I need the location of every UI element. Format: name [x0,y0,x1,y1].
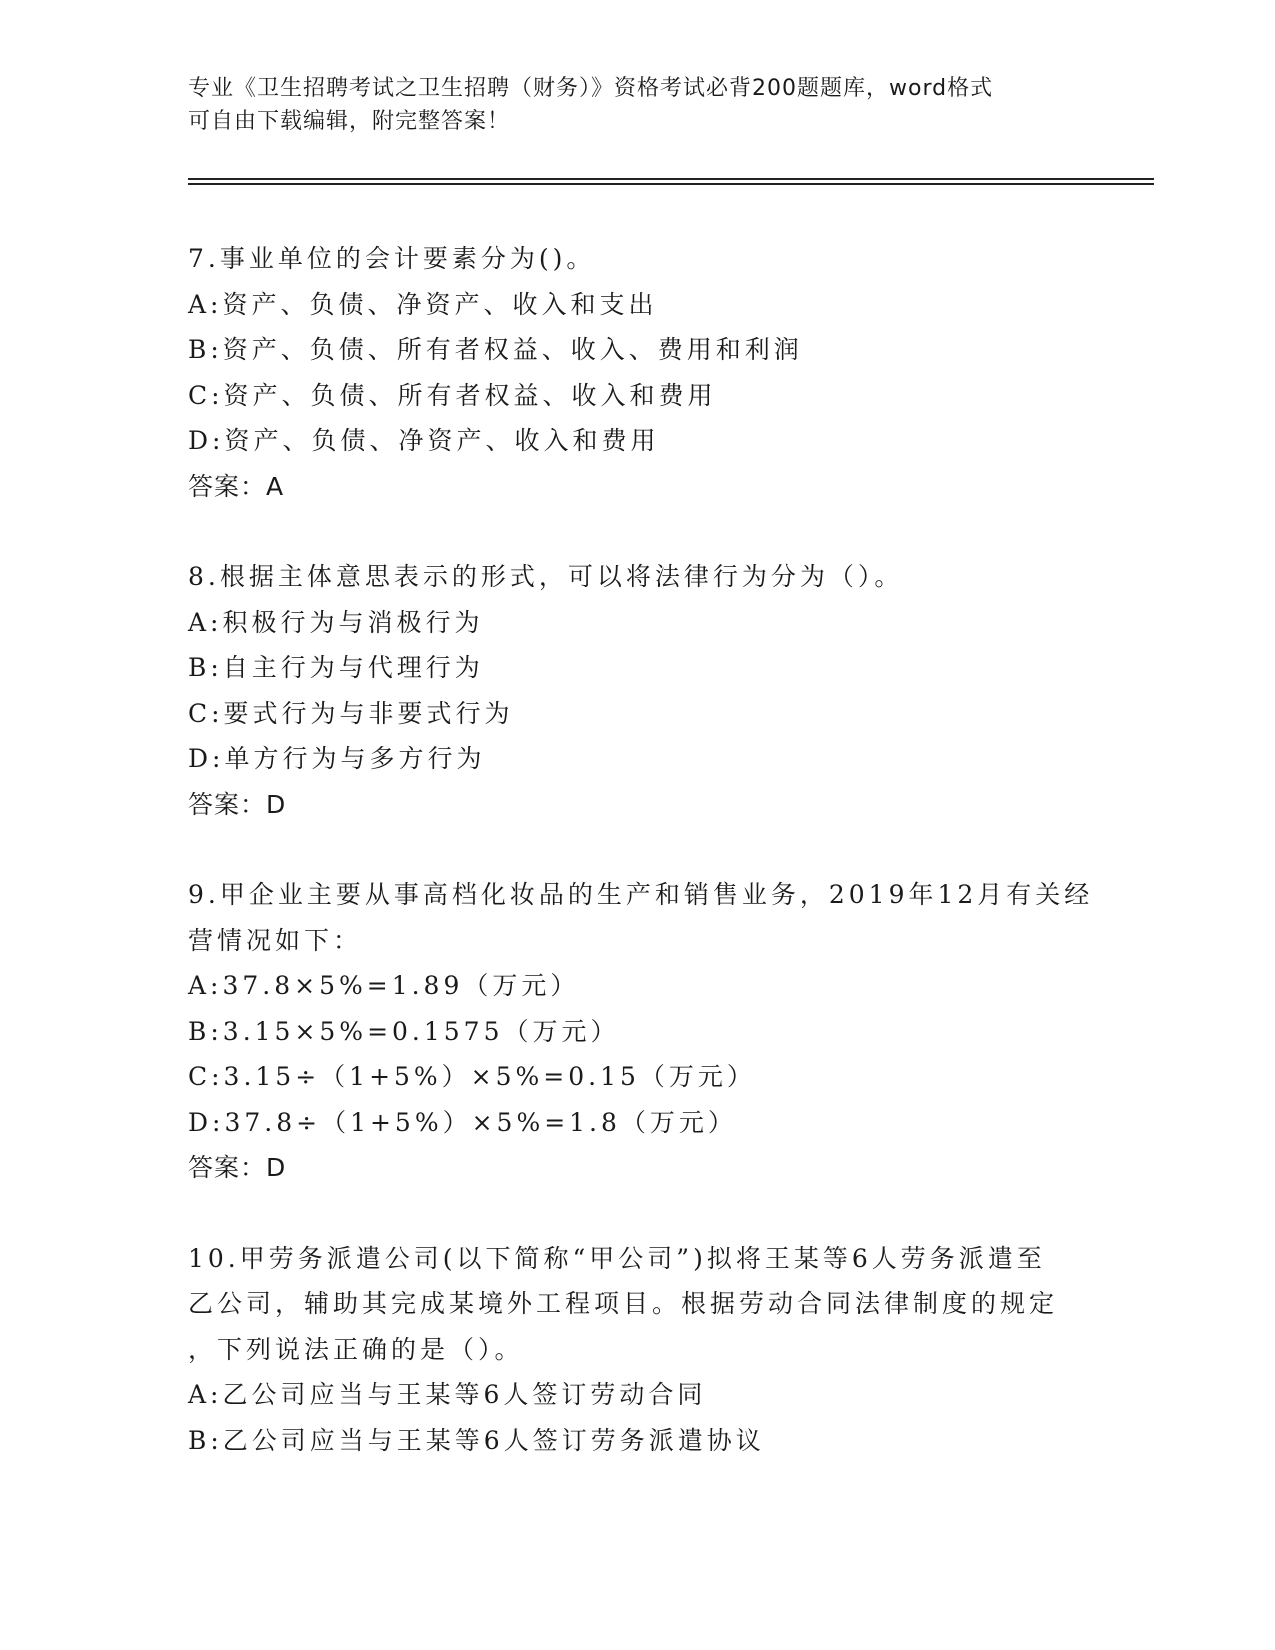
header-divider-bottom [188,183,1154,185]
question-stem-continued: 营情况如下： [188,925,363,955]
option-a: A:37.8×5%=1.89（万元） [188,971,580,1000]
document-header [188,72,1088,138]
option-d: D:单方行为与多方行为 [188,744,486,773]
option-c: C:资产、负债、所有者权益、收入和费用 [188,380,717,410]
header-line-2: 可自由下载编辑，附完整答案！ [188,109,511,134]
answer-label: 答案：A [188,471,285,501]
option-b: B:3.15×5%=0.1575（万元） [188,1016,620,1046]
question-9 [188,872,1094,1191]
question-stem-continued: ，下列说法正确的是（）。 [188,1334,524,1364]
header-divider-top [188,178,1154,180]
option-a: A:资产、负债、净资产、收入和支出 [188,289,658,319]
question-stem: 7.事业单位的会计要素分为()。 [188,244,596,273]
question-stem: 10.甲劳务派遣公司(以下简称“甲公司”)拟将王某等6人劳务派遣至 [188,1243,1046,1273]
option-d: D:37.8÷（1+5%）×5%=1.8（万元） [188,1107,737,1137]
question-stem-continued: 乙公司，辅助其完成某境外工程项目。根据劳动合同法律制度的规定 [188,1289,1059,1318]
option-c: C:3.15÷（1+5%）×5%=0.15（万元） [188,1062,756,1091]
option-c: C:要式行为与非要式行为 [188,698,514,728]
option-b: B:乙公司应当与王某等6人签订劳务派遣协议 [188,1425,765,1455]
question-8 [188,554,1088,827]
question-stem: 8.根据主体意思表示的形式，可以将法律行为分为（）。 [188,562,904,591]
option-b: B:自主行为与代理行为 [188,653,484,682]
option-d: D:资产、负债、净资产、收入和费用 [188,426,660,455]
question-10 [188,1236,1088,1464]
header-line-1: 专业《卫生招聘考试之卫生招聘（财务）》资格考试必背200题题库，word格式 [188,76,994,101]
answer-label: 答案：D [188,789,287,819]
option-b: B:资产、负债、所有者权益、收入、费用和利润 [188,335,803,364]
question-7 [188,236,1088,509]
option-a: A:乙公司应当与王某等6人签订劳动合同 [188,1380,707,1409]
option-a: A:积极行为与消极行为 [188,607,484,637]
answer-label: 答案：D [188,1153,287,1182]
question-list [188,236,1094,1508]
question-stem: 9.甲企业主要从事高档化妆品的生产和销售业务，2019年12月有关经 [188,880,1094,909]
